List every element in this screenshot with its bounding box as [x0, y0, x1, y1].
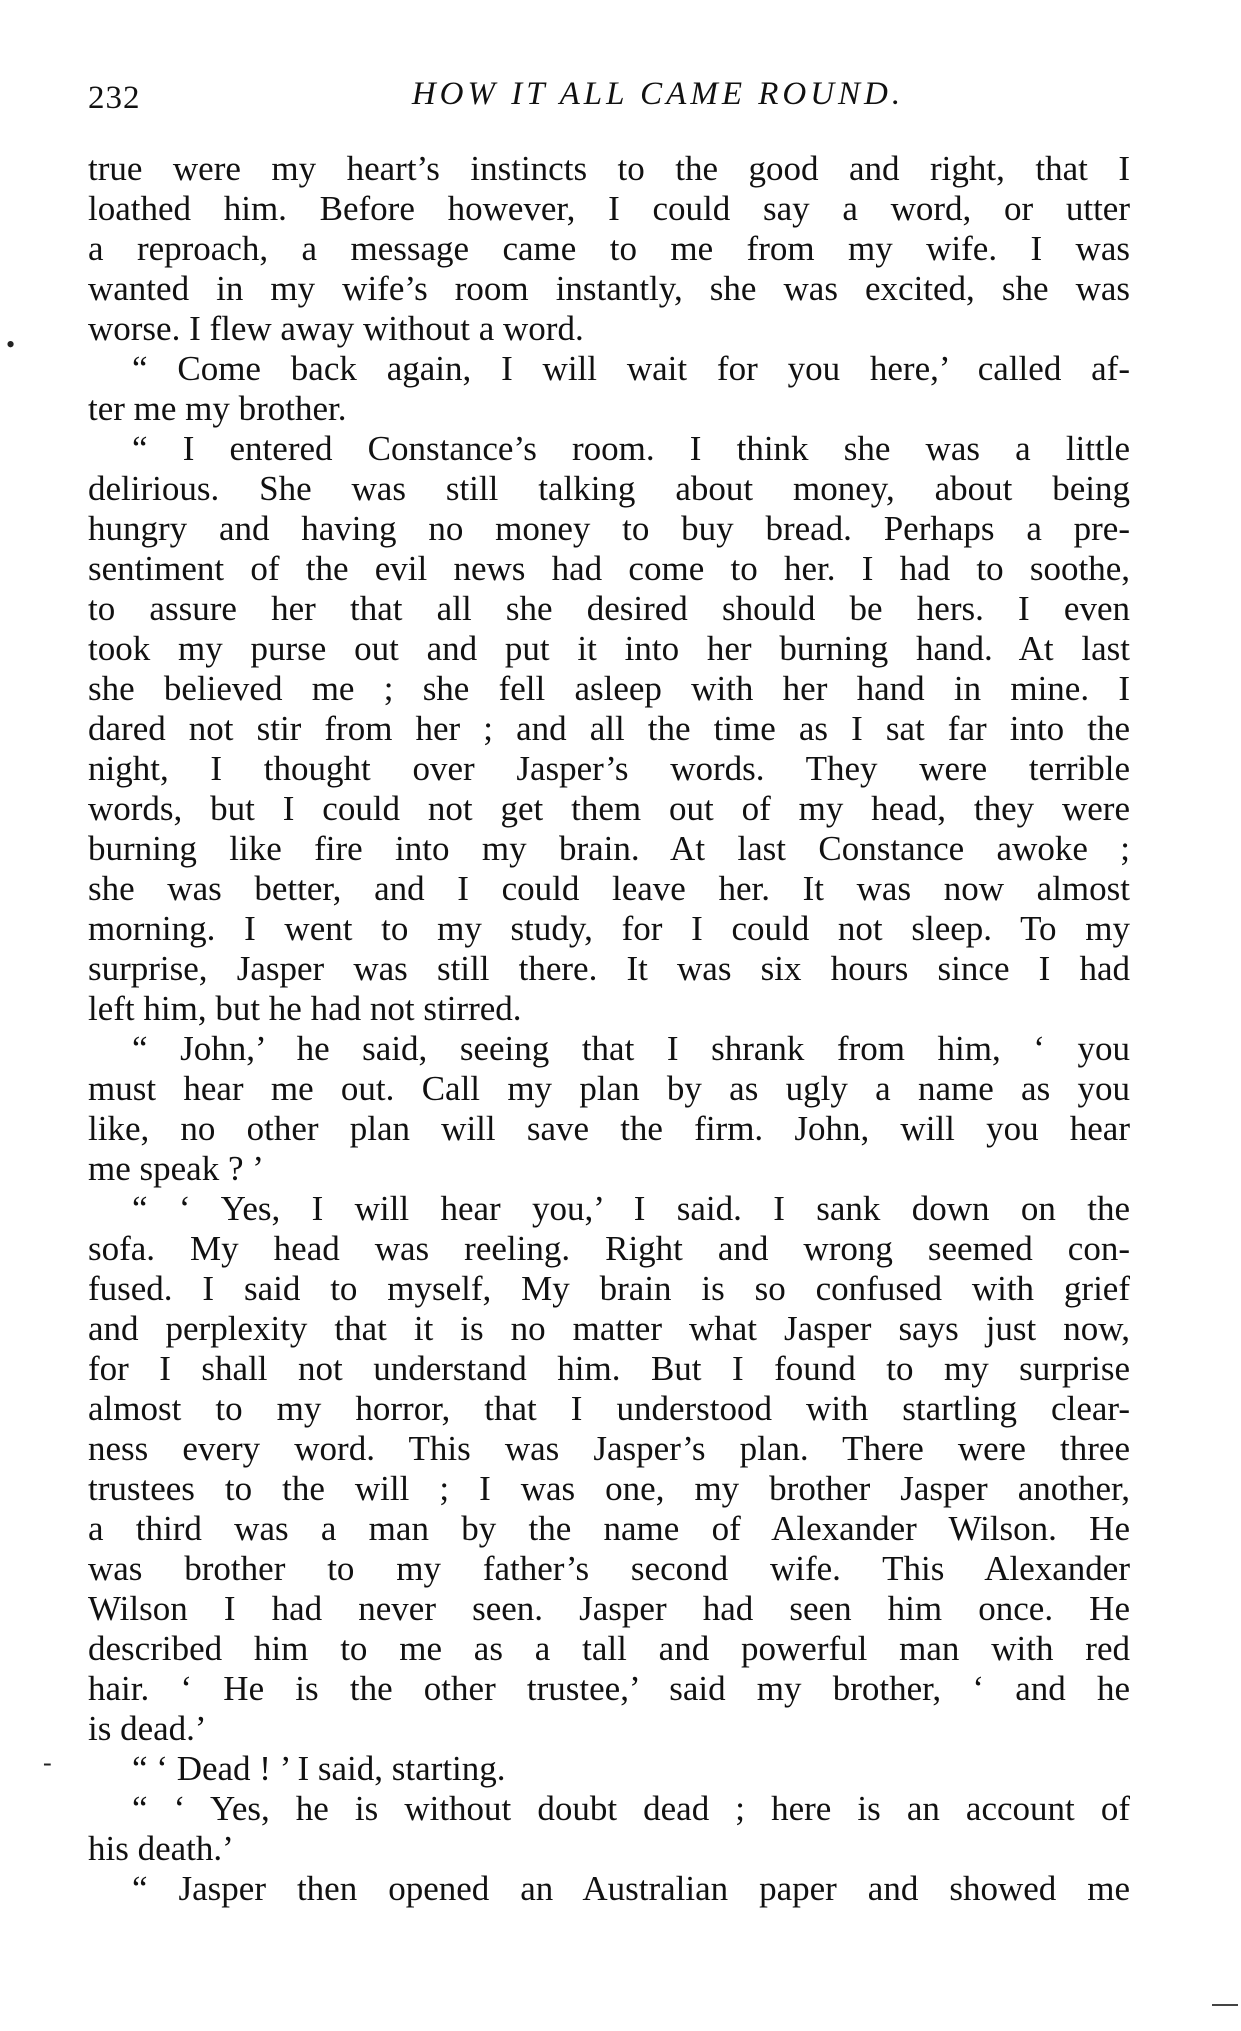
text-line: true were my heart’s instincts to the good and right, that I: [88, 149, 1130, 188]
text-line: surprise, Jasper was still there. It was six hours since I had: [88, 949, 1130, 988]
text-line: me speak ? ’: [88, 1149, 264, 1188]
text-line: she was better, and I could leave her. It was now almost: [88, 869, 1130, 908]
text-line: almost to my horror, that I understood with startling clear-: [88, 1389, 1130, 1428]
margin-mark: •: [6, 330, 16, 359]
text-line: and perplexity that it is no matter what Jasper says just now,: [88, 1309, 1130, 1348]
text-line: ness every word. This was Jasper’s plan. There were three: [88, 1429, 1130, 1468]
text-line: night, I thought over Jasper’s words. They were terrible: [88, 749, 1130, 788]
text-line: delirious. She was still talking about money, about being: [88, 469, 1130, 508]
text-line: hair. ‘ He is the other trustee,’ said my brother, ‘ and he: [88, 1669, 1130, 1708]
text-line: a reproach, a message came to me from my wife. I was: [88, 229, 1130, 268]
text-line: “ Come back again, I will wait for you here,’ called af-: [132, 349, 1130, 388]
margin-mark: -: [43, 1748, 52, 1777]
body-text: [88, 149, 1130, 1909]
text-line: “ ‘ Dead ! ’ I said, starting.: [132, 1749, 506, 1788]
running-title: HOW IT ALL CAME ROUND.: [411, 76, 905, 112]
text-line: fused. I said to myself, My brain is so confused with grief: [88, 1269, 1130, 1308]
text-line: “ Jasper then opened an Australian paper and showed me: [132, 1869, 1130, 1908]
text-line: his death.’: [88, 1829, 234, 1868]
text-line: sentiment of the evil news had come to her. I had to soothe,: [88, 549, 1130, 588]
text-line: “ John,’ he said, seeing that I shrank from him, ‘ you: [132, 1029, 1130, 1068]
text-line: trustees to the will ; I was one, my brother Jasper another,: [88, 1469, 1130, 1508]
text-line: words, but I could not get them out of my head, they were: [88, 789, 1130, 828]
text-line: left him, but he had not stirred.: [88, 989, 522, 1028]
text-line: dared not stir from her ; and all the time as I sat far into the: [88, 709, 1130, 748]
text-line: worse. I flew away without a word.: [88, 309, 584, 348]
text-line: morning. I went to my study, for I could not sleep. To my: [88, 909, 1130, 948]
text-line: ter me my brother.: [88, 389, 347, 428]
text-line: loathed him. Before however, I could say a word, or utter: [88, 189, 1130, 228]
text-line: burning like fire into my brain. At last Constance awoke ;: [88, 829, 1130, 868]
text-line: for I shall not understand him. But I found to my surprise: [88, 1349, 1130, 1388]
running-head: [88, 72, 1138, 122]
text-line: “ ‘ Yes, I will hear you,’ I said. I sank down on the: [132, 1189, 1130, 1228]
text-line: described him to me as a tall and powerful man with red: [88, 1629, 1130, 1668]
text-line: to assure her that all she desired should be hers. I even: [88, 589, 1130, 628]
text-line: “ ‘ Yes, he is without doubt dead ; here is an account of: [132, 1789, 1130, 1828]
text-line: must hear me out. Call my plan by as ugly a name as you: [88, 1069, 1130, 1108]
text-line: Wilson I had never seen. Jasper had seen him once. He: [88, 1589, 1130, 1628]
text-line: took my purse out and put it into her burning hand. At last: [88, 629, 1130, 668]
text-line: was brother to my father’s second wife. This Alexander: [88, 1549, 1130, 1588]
text-line: a third was a man by the name of Alexander Wilson. He: [88, 1509, 1130, 1548]
text-line: she believed me ; she fell asleep with her hand in mine. I: [88, 669, 1130, 708]
text-line: “ I entered Constance’s room. I think she was a little: [132, 429, 1130, 468]
edge-dash: [1212, 2004, 1238, 2006]
text-line: wanted in my wife’s room instantly, she was excited, she was: [88, 269, 1130, 308]
page-number: 232: [88, 80, 141, 116]
text-line: hungry and having no money to buy bread. Perhaps a pre-: [88, 509, 1130, 548]
text-line: like, no other plan will save the firm. John, will you hear: [88, 1109, 1130, 1148]
text-line: sofa. My head was reeling. Right and wrong seemed con-: [88, 1229, 1130, 1268]
text-line: is dead.’: [88, 1709, 207, 1748]
